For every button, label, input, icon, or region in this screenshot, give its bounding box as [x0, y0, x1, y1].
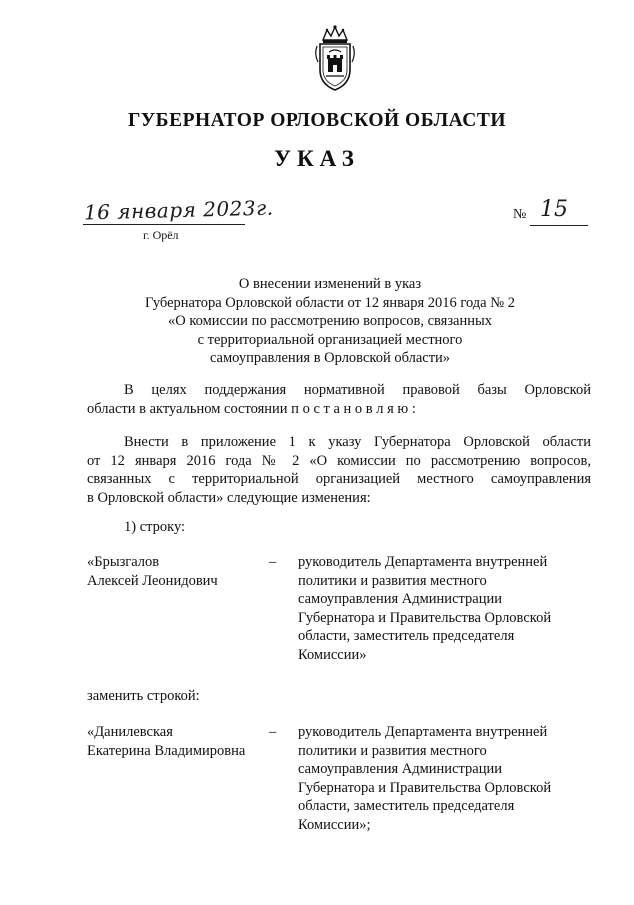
role-line: области, заместитель председателя [298, 798, 515, 814]
old-entry-role [298, 553, 588, 664]
role-line: Губернатора и Правительства Орловской [298, 779, 552, 796]
item-1-label: 1) строку: [124, 519, 186, 535]
coat-of-arms-emblem [313, 24, 357, 92]
paragraph-line: Внести в приложение 1 к указу Губернатора Орловской области [124, 434, 591, 450]
handwritten-number: 15 [540, 197, 568, 222]
handwritten-date: 16 января 2023г. [83, 195, 274, 225]
role-line: руководитель Департамента внутренней [298, 724, 548, 740]
amendment-paragraph [87, 433, 591, 507]
name-line: «Брызгалов [87, 554, 160, 570]
paragraph-line: В целях поддержания нормативной правовой базы Орловской [124, 382, 591, 398]
paragraph-line: в Орловской области» следующие изменения: [87, 489, 371, 506]
subject-line: Губернатора Орловской области от 12 января 2016 года № 2 [145, 294, 515, 311]
role-line: Комиссии» [298, 646, 367, 663]
paragraph-line: от 12 января 2016 года № 2 «О комиссии по рассмотрению вопросов, [87, 452, 591, 469]
subject-line: самоуправления в Орловской области» [209, 350, 451, 366]
name-line: Алексей Леонидович [87, 572, 218, 589]
date-underline [83, 224, 245, 225]
name-line: «Данилевская [87, 724, 173, 740]
paragraph-line: связанных с территориальной организацией местного самоуправления [87, 471, 591, 487]
subject-line: с территориальной организацией местного [197, 331, 463, 348]
number-underline [530, 225, 588, 226]
new-entry-name [87, 723, 257, 760]
issuer-title: ГУБЕРНАТОР ОРЛОВСКОЙ ОБЛАСТИ [127, 110, 507, 131]
role-line: Комиссии»; [298, 816, 371, 833]
subject-line: «О комиссии по рассмотрению вопросов, связанных [167, 313, 493, 329]
entry-dash: – [269, 554, 277, 570]
role-line: самоуправления Администрации [298, 591, 502, 607]
document-type: УКАЗ [274, 146, 360, 171]
subject-line: О внесении изменений в указ [238, 276, 422, 292]
role-line: политики и развития местного [298, 572, 487, 589]
entry-dash: – [269, 724, 277, 740]
city-label: г. Орёл [143, 228, 179, 242]
document-subject [120, 275, 540, 368]
paragraph-line: области в актуальном состоянии п о с т а н о в л я ю : [87, 400, 416, 417]
number-label: № [513, 207, 527, 222]
name-line: Екатерина Владимировна [87, 742, 246, 759]
role-line: самоуправления Администрации [298, 761, 502, 777]
preamble-paragraph [87, 381, 591, 418]
replace-label: заменить строкой: [87, 688, 200, 704]
old-entry-name [87, 553, 257, 590]
role-line: Губернатора и Правительства Орловской [298, 609, 552, 626]
new-entry-role [298, 723, 588, 834]
role-line: политики и развития местного [298, 742, 487, 759]
role-line: руководитель Департамента внутренней [298, 554, 548, 570]
role-line: области, заместитель председателя [298, 628, 515, 644]
